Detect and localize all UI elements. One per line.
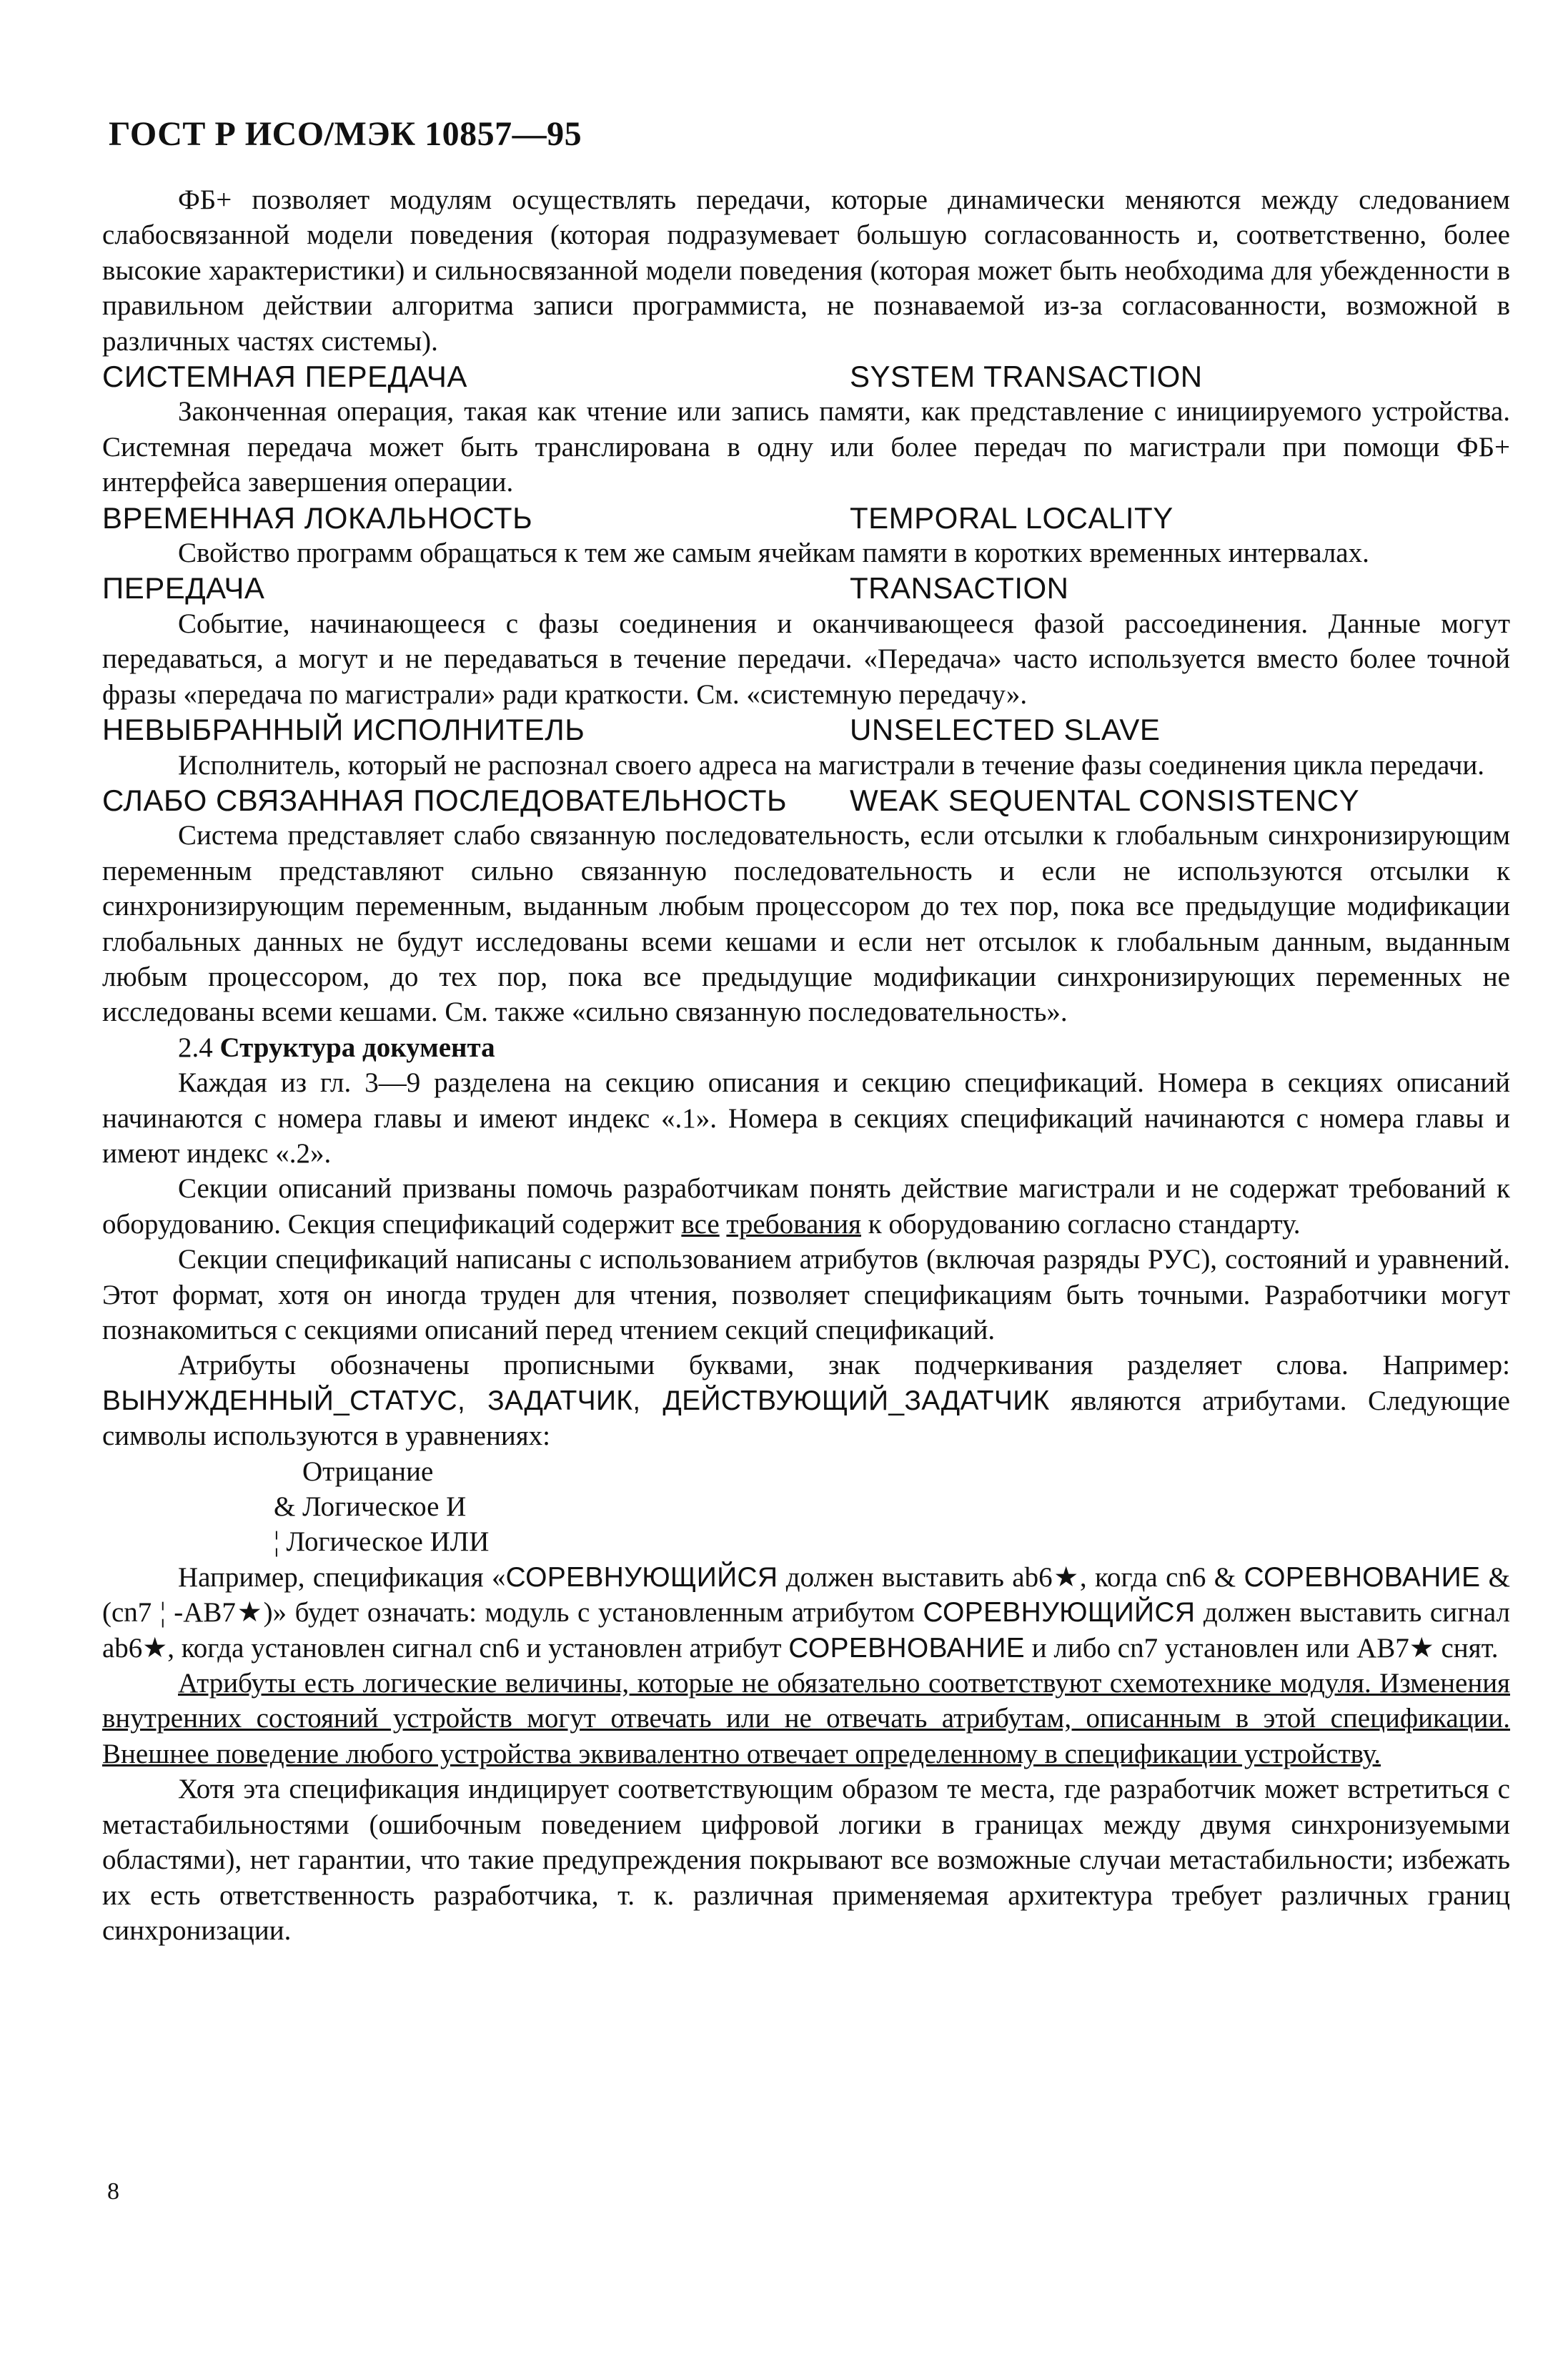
term-heading — [102, 570, 1510, 606]
paragraph-text — [720, 1209, 727, 1240]
underlined-word: все — [681, 1208, 720, 1240]
term-definition: Система представляет слабо связанную последовательность, если отсылки к глобальным синхронизирующим переменным представляют сильно связанную последовательность и если не используются отсылки к синхронизирующим переменным, выданным любым процессором до тех пор, пока все предыдущие модификации глобальных данных не будут исследованы всеми кешами и если нет отсылок к глобальным данным, выданным любым процессором, до тех пор, пока все предыдущие модификации синхронизирующих переменных не исследованы всеми кешами. См. также «сильно связанную последовательность». — [102, 820, 1510, 1028]
term-entry — [102, 783, 1510, 1030]
term-heading — [102, 712, 1510, 747]
term-entry — [102, 359, 1510, 500]
document-body — [102, 182, 1510, 1948]
paragraph-text: и либо cn7 установлен или AB7★ снят. — [1024, 1632, 1499, 1664]
term-ru: НЕВЫБРАННЫЙ ИСПОЛНИТЕЛЬ — [102, 713, 585, 747]
term-entry — [102, 570, 1510, 712]
term-en: UNSELECTED SLAVE — [850, 713, 1161, 747]
term-en: WEAK SEQUENTAL CONSISTENCY — [850, 783, 1360, 817]
section-number: 2.4 — [178, 1032, 213, 1063]
attribute-name: СОРЕВНУЮЩИЙСЯ — [505, 1561, 778, 1593]
term-definition: Событие, начинающееся с фазы соединения и оканчивающееся фазой рассоединения. Данные могут передаваться, а могут и не передаваться в течение передачи. «Передача» часто используется вместо более точной фразы «передача по магистрали» ради краткости. См. «системную передачу». — [102, 608, 1510, 710]
symbol-item: & Логическое И — [274, 1491, 467, 1523]
term-heading — [102, 359, 1510, 394]
term-en: TRANSACTION — [850, 571, 1069, 606]
attribute-name: СОРЕВНОВАНИЕ — [1244, 1561, 1481, 1593]
underlined-paragraph — [102, 1666, 1510, 1772]
term-heading — [102, 500, 1510, 535]
term-en: SYSTEM TRANSACTION — [850, 360, 1203, 394]
term-entry — [102, 500, 1510, 571]
underlined-word: требования — [726, 1208, 861, 1240]
symbol-item: ¦ Логическое ИЛИ — [274, 1526, 490, 1558]
attribute-name: СОРЕВНУЮЩИЙСЯ — [923, 1597, 1196, 1629]
term-entry — [102, 712, 1510, 783]
paragraph-text: должен выставить ab6★, когда cn6 & — [778, 1561, 1244, 1593]
term-ru: СИСТЕМНАЯ ПЕРЕДАЧА — [102, 360, 467, 394]
term-definition: Исполнитель, который не распознал своего адреса на магистрали в течение фазы соединения цикла передачи. — [178, 749, 1485, 781]
paragraph-text: & (cn7 ¦ -AB7★)» будет означать: модуль с установленным атрибутом — [102, 1561, 1510, 1629]
attribute-names: ВЫНУЖДЕННЫЙ_СТАТУС, ЗАДАТЧИК, ДЕЙСТВУЮЩИЙ_ЗАДАТЧИК — [102, 1385, 1050, 1416]
intro-paragraph: ФБ+ позволяет модулям осуществлять передачи, которые динамически меняются между следованием слабосвязанной модели поведения (которая подразумевает большую согласованность и, соответственно, более высокие характеристики) и сильносвязанной модели поведения (которая может быть необходима для убежденности в правильном действии алгоритма записи программиста, не познаваемой из-за согласованности, возможной в различных частях системы). — [102, 184, 1510, 357]
paragraph-text: являются атрибутами. Следующие символы используются в уравнениях: — [102, 1385, 1510, 1452]
symbol-item: Отрицание — [302, 1456, 434, 1487]
paragraph-text: Секции описаний призваны помочь разработчикам понять действие магистрали и не содержат требований к оборудованию. Секция спецификаций содержит — [102, 1173, 1510, 1240]
paragraph-text: должен выставить сигнал ab6★, когда установлен сигнал cn6 и установлен атрибут — [102, 1597, 1510, 1664]
section-title: Структура документа — [219, 1032, 495, 1063]
term-en: TEMPORAL LOCALITY — [850, 500, 1173, 535]
term-ru: ПЕРЕДАЧА — [102, 571, 265, 606]
term-ru: СЛАБО СВЯЗАННАЯ ПОСЛЕДОВАТЕЛЬНОСТЬ — [102, 783, 788, 817]
term-ru: ВРЕМЕННАЯ ЛОКАЛЬНОСТЬ — [102, 500, 533, 535]
paragraph: Секции спецификаций написаны с использованием атрибутов (включая разряды РУС), состояний и уравнений. Этот формат, хотя он иногда труден для чтения, позволяет спецификациям быть точными. Разработчики могут познакомиться с секциями описаний перед чтением секций спецификаций. — [102, 1244, 1510, 1345]
page-header: ГОСТ Р ИСО/МЭК 10857—95 — [109, 115, 582, 153]
paragraph — [102, 1171, 1510, 1242]
paragraph-text: к оборудованию согласно стандарту. — [860, 1208, 1301, 1240]
term-heading — [102, 783, 1510, 818]
section-heading — [102, 1030, 1510, 1065]
example-paragraph — [102, 1560, 1510, 1666]
term-definition: Законченная операция, такая как чтение или запись памяти, как представление с инициируемого устройства. Системная передача может быть транслирована в одну или более передач по магистрали при помощи ФБ+ интерфейса завершения операции. — [102, 396, 1510, 498]
attribute-name: СОРЕВНОВАНИЕ — [788, 1632, 1025, 1664]
paragraph: Хотя эта спецификация индицирует соответствующим образом те места, где разработчик может встретиться с метастабильностями (ошибочным поведением цифровой логики в границах между двумя синхронизуемыми областями), нет гарантии, что такие предупреждения покрывают все возможные случаи метастабильности; избежать их есть ответственность разработчика, т. к. различная применяемая архитектура требует различных границ синхронизации. — [102, 1774, 1510, 1946]
paragraph-text: Атрибуты обозначены прописными буквами, знак подчеркивания разделяет слова. Например: — [178, 1350, 1510, 1381]
paragraph — [102, 1348, 1510, 1453]
paragraph: Каждая из гл. 3—9 разделена на секцию описания и секцию спецификаций. Номера в секциях описаний начинаются с номера главы и имеют индекс «.1». Номера в секциях спецификаций начинаются с номера главы и имеют индекс «.2». — [102, 1067, 1510, 1169]
underlined-text: Атрибуты есть логические величины, которые не обязательно соответствуют схемотехнике модуля. Изменения внутренних состояний устройств могут отвечать или не отвечать атрибутам, описанным в этой спецификации. Внешнее поведение любого устройства эквивалентно отвечает определенному в спецификации устройству. — [102, 1668, 1510, 1769]
term-definition: Свойство программ обращаться к тем же самым ячейкам памяти в коротких временных интервалах. — [178, 538, 1369, 569]
page-number: 8 — [107, 2178, 119, 2205]
paragraph-text: Например, спецификация « — [178, 1561, 506, 1593]
